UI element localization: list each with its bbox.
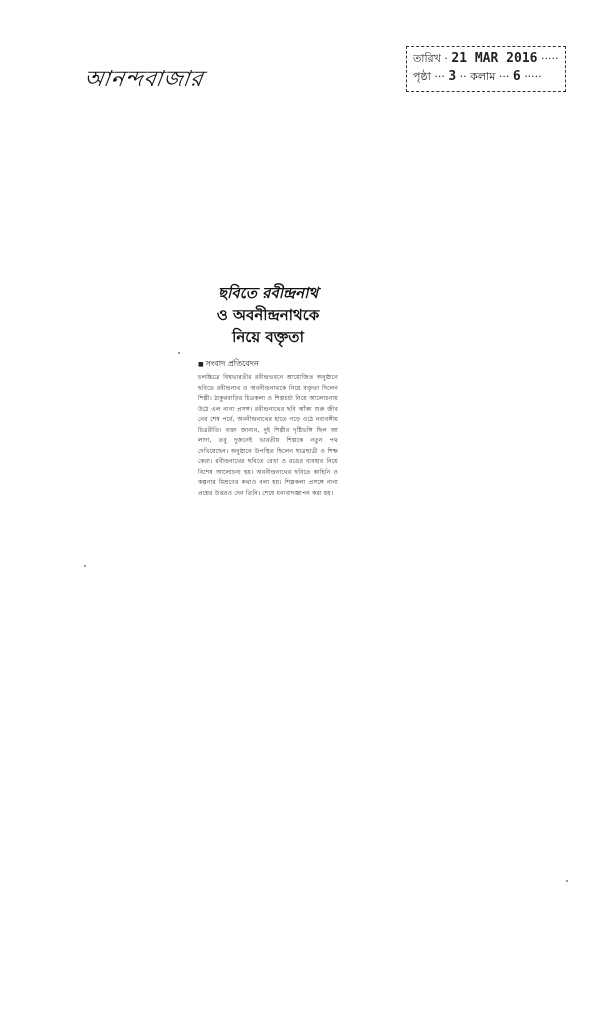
stamp-page-row: পৃষ্ঠা ··· 3 ·· কলাম ··· 6 ····· bbox=[413, 69, 542, 84]
news-clipping bbox=[198, 282, 338, 499]
headline-line-1: ছবিতে রবীন্দ্রনাথ bbox=[217, 284, 319, 302]
scan-speck bbox=[566, 880, 568, 882]
scan-speck bbox=[84, 565, 86, 567]
article-headline bbox=[198, 282, 338, 348]
stamp-date-label: তারিখ bbox=[413, 52, 441, 65]
scan-speck bbox=[178, 352, 180, 354]
headline-line-3: নিয়ে বক্তৃতা bbox=[232, 328, 304, 346]
stamp-page-label: পৃষ্ঠা bbox=[413, 70, 431, 83]
stamp-date-value: 21 MAR 2016 bbox=[451, 51, 538, 66]
stamp-column-label: কলাম bbox=[470, 70, 496, 83]
article-body: চলচ্চিত্রে বিশ্বভারতীর রবীন্দ্রভবনে আয়োজিত অনুষ্ঠানে ছবিতে রবীন্দ্রনাথ ও অবনীন্দ্রনাথকে নিয়ে বক্তৃতা দিলেন শিল্পী। ঠাকুরবাড়ির চিত্রকলা ও শিল্পচর্চা নিয়ে আলোচনায় উঠে এল নানা প্রসঙ্গ। রবীন্দ্রনাথের ছবি আঁকা শুরু জীবনের শেষ পর্বে, অবনীন্দ্রনাথের হাতে গড়ে ওঠে নব্যবঙ্গীয় চিত্ররীতি। বক্তা জানান, দুই শিল্পীর দৃষ্টিভঙ্গি ছিল আলাদা, তবু দুজনেই ভারতীয় শিল্পকে নতুন পথ দেখিয়েছেন। অনুষ্ঠানে উপস্থিত ছিলেন ছাত্রছাত্রী ও শিক্ষকেরা। রবীন্দ্রনাথের ছবিতে রেখা ও রঙের ব্যবহার নিয়ে বিশেষ আলোচনা হয়। অবনীন্দ্রনাথের ছবিতে কাহিনি ও কল্পনার মিশ্রণের কথাও বলা হয়। শিল্পকলা প্রসঙ্গে নানা প্রশ্নের উত্তরও দেন তিনি। শেষে ধন্যবাদজ্ঞাপন করা হয়। bbox=[198, 374, 338, 497]
stamp-page-value: 3 bbox=[448, 69, 457, 84]
article-byline: ■ সংবাদ প্রতিবেদন bbox=[198, 358, 338, 371]
newspaper-masthead: আনন্দবাজার bbox=[82, 67, 206, 92]
stamp-column-value: 6 bbox=[512, 69, 521, 84]
stamp-date-row: তারিখ · 21 MAR 2016 ····· bbox=[413, 51, 559, 66]
headline-line-2: ও অবনীন্দ্রনাথকে bbox=[216, 306, 320, 324]
archive-date-stamp bbox=[406, 46, 566, 92]
